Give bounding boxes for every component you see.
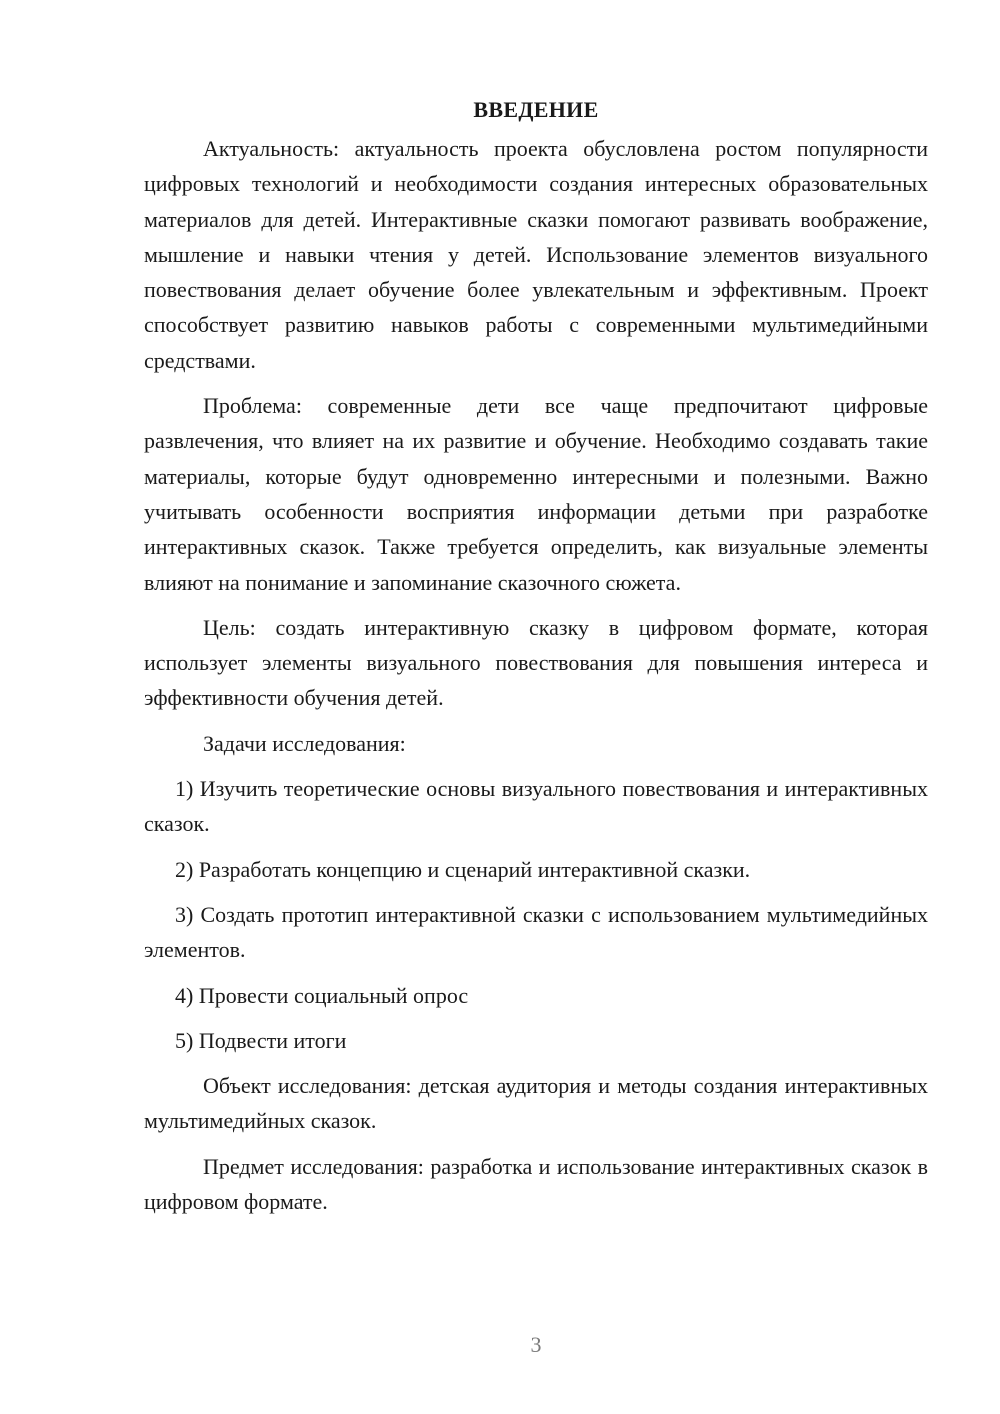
task-item-4: 4) Провести социальный опрос [175,982,469,1008]
task-item-2: 2) Разработать концепцию и сценарий интерактивной сказки. [175,856,751,882]
subject-paragraph: Предмет исследования: разработка и использование интерактивных сказок в цифровом формате. [144,1153,928,1215]
page-number: 3 [530,1332,542,1357]
section-heading: ВВЕДЕНИЕ [473,97,599,122]
object-paragraph: Объект исследования: детская аудитория и методы создания интерактивных мультимедийных сказок. [144,1073,928,1134]
task-item-3: 3) Создать прототип интерактивной сказки с использованием мультимедийных элементов. [144,901,928,963]
page-content [144,92,928,1229]
relevance-paragraph: Актуальность: актуальность проекта обусловлена ростом популярности цифровых технологий и необходимости создания интересных образовательных материалов для детей. Интерактивные сказки помогают развивать воображение, мышление и навыки чтения у детей. Использование элементов визуального повествования делает обучение более увлекательным и эффективным. Проект способствует развитию навыков работы с современными мультимедийными средствами. [144,136,928,373]
task-item-5: 5) Подвести итоги [175,1027,347,1053]
goal-paragraph: Цель: создать интерактивную сказку в цифровом формате, которая использует элементы визуального повествования для повышения интереса и эффективности обучения детей. [144,614,928,711]
tasks-list [144,771,928,1058]
tasks-heading: Задачи исследования: [203,730,406,756]
problem-paragraph: Проблема: современные дети все чаще предпочитают цифровые развлечения, что влияет на их развитие и обучение. Необходимо создавать такие материалы, которые будут одновременно интересными и полезными. Важно учитывать особенности восприятия информации детьми при разработке интерактивных сказок. Также требуется определить, как визуальные элементы влияют на понимание и запоминание сказочного сюжета. [144,393,928,595]
task-item-1: 1) Изучить теоретические основы визуального повествования и интерактивных сказок. [144,776,928,837]
